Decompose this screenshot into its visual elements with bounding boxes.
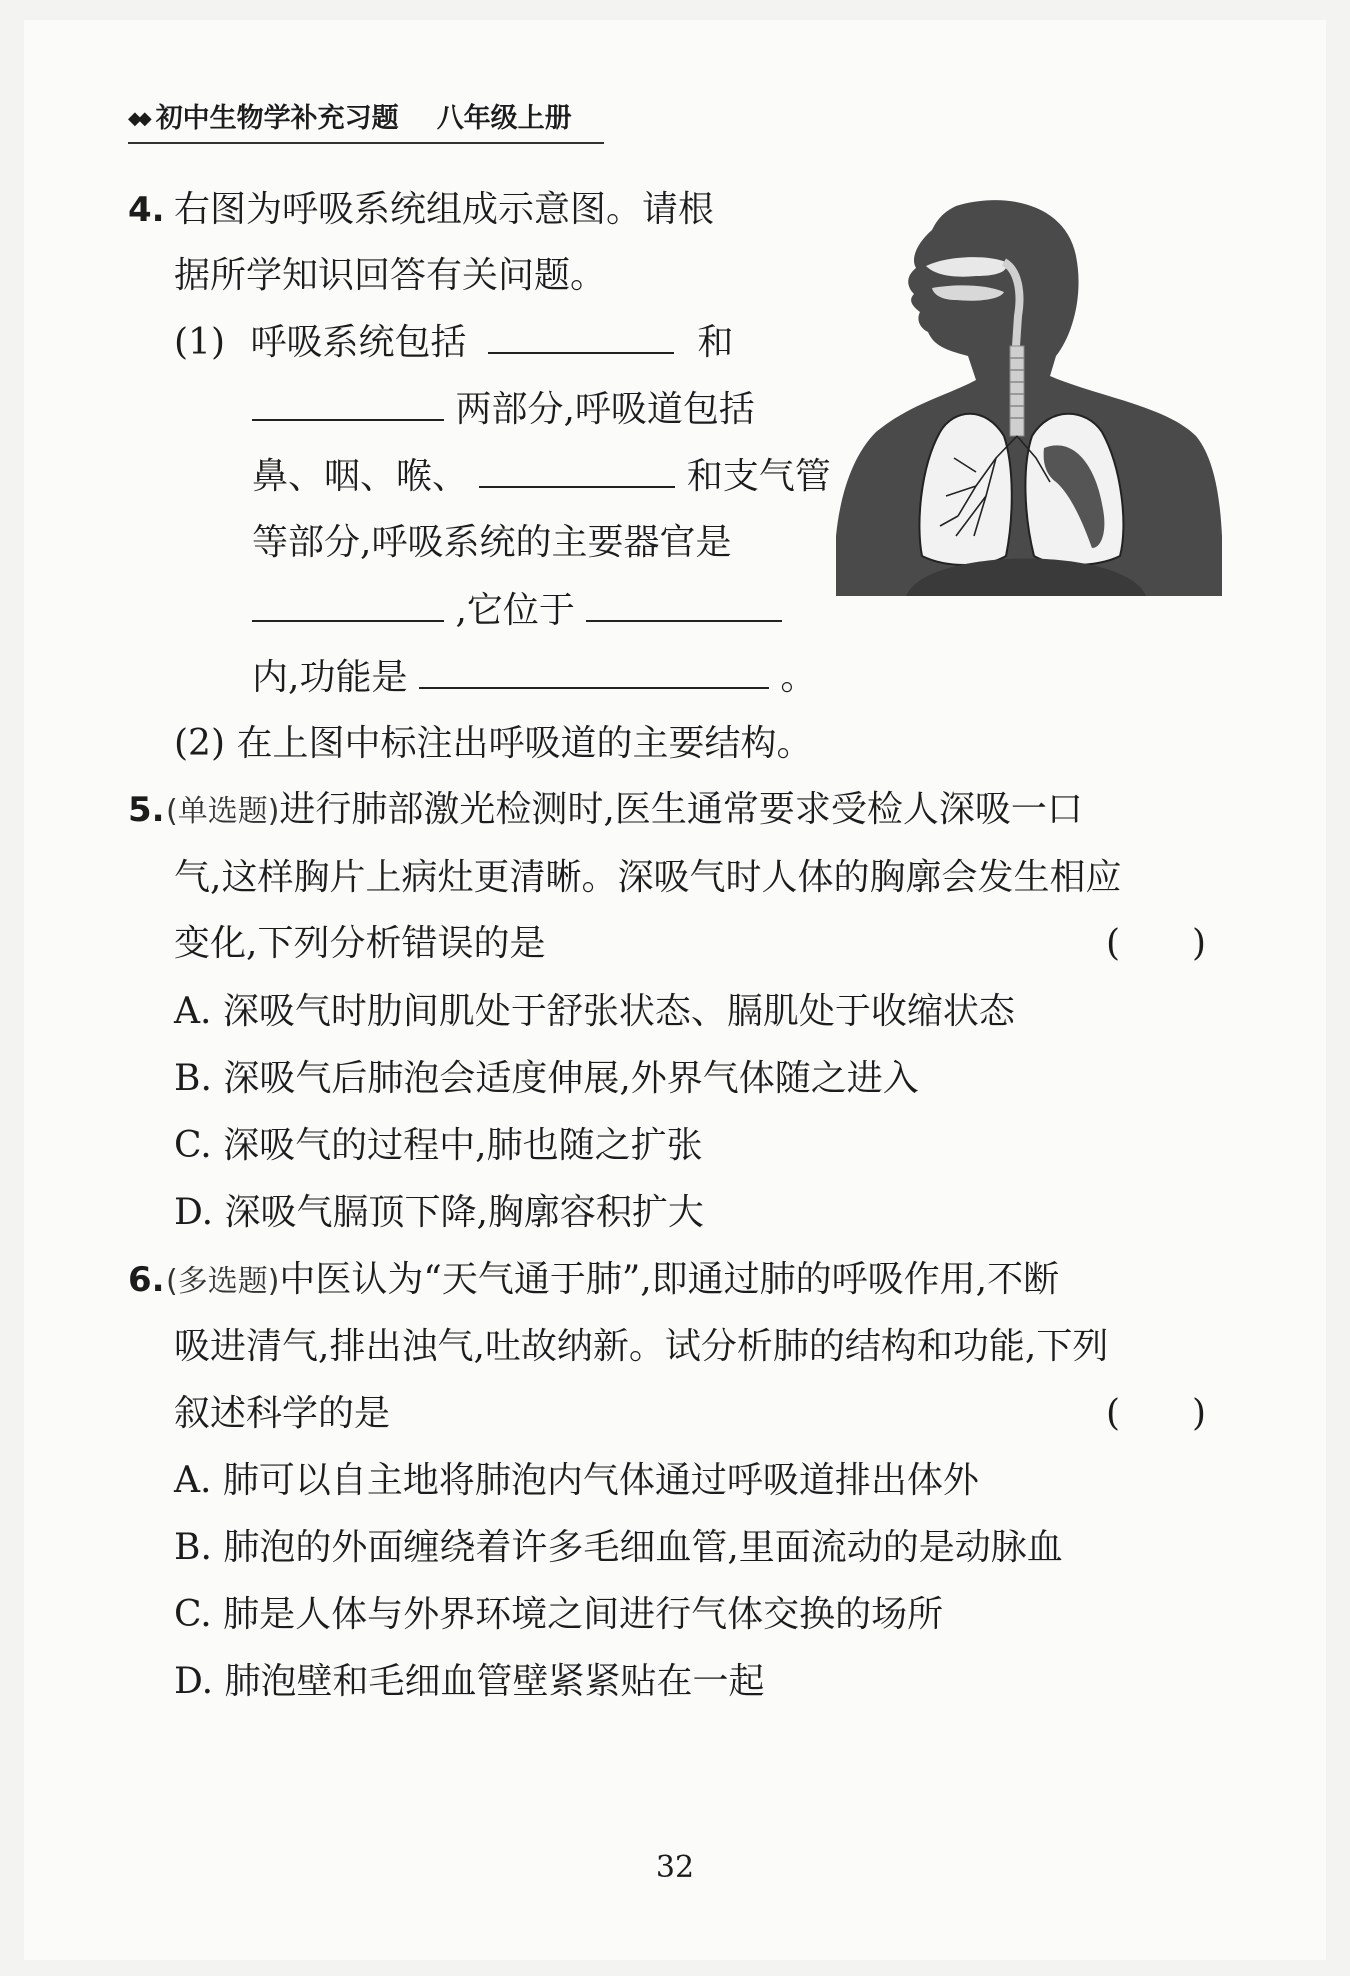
q4-text-g: ,它位于 xyxy=(455,590,575,631)
q4-text-a: 呼吸系统包括 xyxy=(250,322,467,363)
question-4-number: 4. xyxy=(128,190,165,230)
question-5-number: 5. xyxy=(128,790,165,830)
q5-option-d[interactable]: D. 深吸气膈顶下降,胸廓容积扩大 xyxy=(174,1192,704,1233)
q4-text-d: 鼻、咽、喉、 xyxy=(252,456,469,497)
q4-part1-label: (1) xyxy=(174,322,225,363)
q6-option-a[interactable]: A. 肺可以自主地将肺泡内气体通过呼吸道排出体外 xyxy=(174,1460,979,1501)
answer-blank-3[interactable] xyxy=(479,452,675,488)
q4-stem-line1: 右图为呼吸系统组成示意图。请根 xyxy=(174,189,715,230)
q5-option-b[interactable]: B. 深吸气后肺泡会适度伸展,外界气体随之进入 xyxy=(174,1058,919,1099)
q5-line1 xyxy=(166,786,1083,836)
q5-option-c[interactable]: C. 深吸气的过程中,肺也随之扩张 xyxy=(174,1125,703,1166)
q5-line2: 气,这样胸片上病灶更清晰。深吸气时人体的胸廓会发生相应 xyxy=(174,857,1122,898)
q4-text-h: 内,功能是 xyxy=(252,657,408,698)
q4-part1-line1 xyxy=(174,318,733,367)
q4-part1-line3 xyxy=(252,452,831,501)
q5-type-tag: (单选题) xyxy=(166,794,280,829)
q4-text-e: 和支气管 xyxy=(686,456,831,497)
q4-text-b: 和 xyxy=(697,322,734,363)
q6-option-c[interactable]: C. 肺是人体与外界环境之间进行气体交换的场所 xyxy=(174,1594,944,1635)
q6-option-b[interactable]: B. 肺泡的外面缠绕着许多毛细血管,里面流动的是动脉血 xyxy=(174,1527,1063,1568)
q5-line3: 变化,下列分析错误的是 xyxy=(174,923,546,964)
answer-blank-5[interactable] xyxy=(586,586,782,622)
q4-part2: (2) 在上图中标注出呼吸道的主要结构。 xyxy=(174,723,813,764)
respiratory-system-diagram xyxy=(836,196,1222,596)
q5-option-a[interactable]: A. 深吸气时肋间肌处于舒张状态、膈肌处于收缩状态 xyxy=(174,991,1015,1032)
answer-blank-6[interactable] xyxy=(419,653,769,689)
q4-part1-line5 xyxy=(252,586,782,635)
q6-line1 xyxy=(166,1256,1059,1306)
double-diamond-icon: ◆◆ xyxy=(128,108,148,129)
q4-part1-line4: 等部分,呼吸系统的主要器官是 xyxy=(252,522,732,563)
q6-option-d[interactable]: D. 肺泡壁和毛细血管壁紧紧贴在一起 xyxy=(174,1661,765,1702)
book-title: 初中生物学补充习题 xyxy=(155,103,399,134)
q6-line2: 吸进清气,排出浊气,吐故纳新。试分析肺的结构和功能,下列 xyxy=(174,1326,1109,1367)
q6-type-tag: (多选题) xyxy=(166,1264,280,1299)
q6-text-1: 中医认为“天气通于肺”,即通过肺的呼吸作用,不断 xyxy=(279,1259,1060,1300)
answer-blank-2[interactable] xyxy=(252,385,444,421)
q4-part1-line6 xyxy=(252,653,816,702)
question-6-number: 6. xyxy=(128,1260,165,1300)
q4-text-i: 。 xyxy=(780,657,817,698)
q6-line3: 叙述科学的是 xyxy=(174,1393,391,1434)
q6-answer-bracket[interactable]: ( ) xyxy=(1106,1393,1207,1434)
q5-text-1: 进行肺部激光检测时,医生通常要求受检人深吸一口 xyxy=(279,789,1083,830)
answer-blank-1[interactable] xyxy=(488,318,674,354)
page-number: 32 xyxy=(655,1850,695,1885)
answer-blank-4[interactable] xyxy=(252,586,444,622)
q4-stem-line2: 据所学知识回答有关问题。 xyxy=(174,255,607,296)
grade-label: 八年级上册 xyxy=(436,103,572,134)
running-header xyxy=(128,96,604,144)
q5-answer-bracket[interactable]: ( ) xyxy=(1106,923,1207,964)
q4-part1-line2 xyxy=(252,385,755,434)
q4-text-c: 两部分,呼吸道包括 xyxy=(455,389,755,430)
